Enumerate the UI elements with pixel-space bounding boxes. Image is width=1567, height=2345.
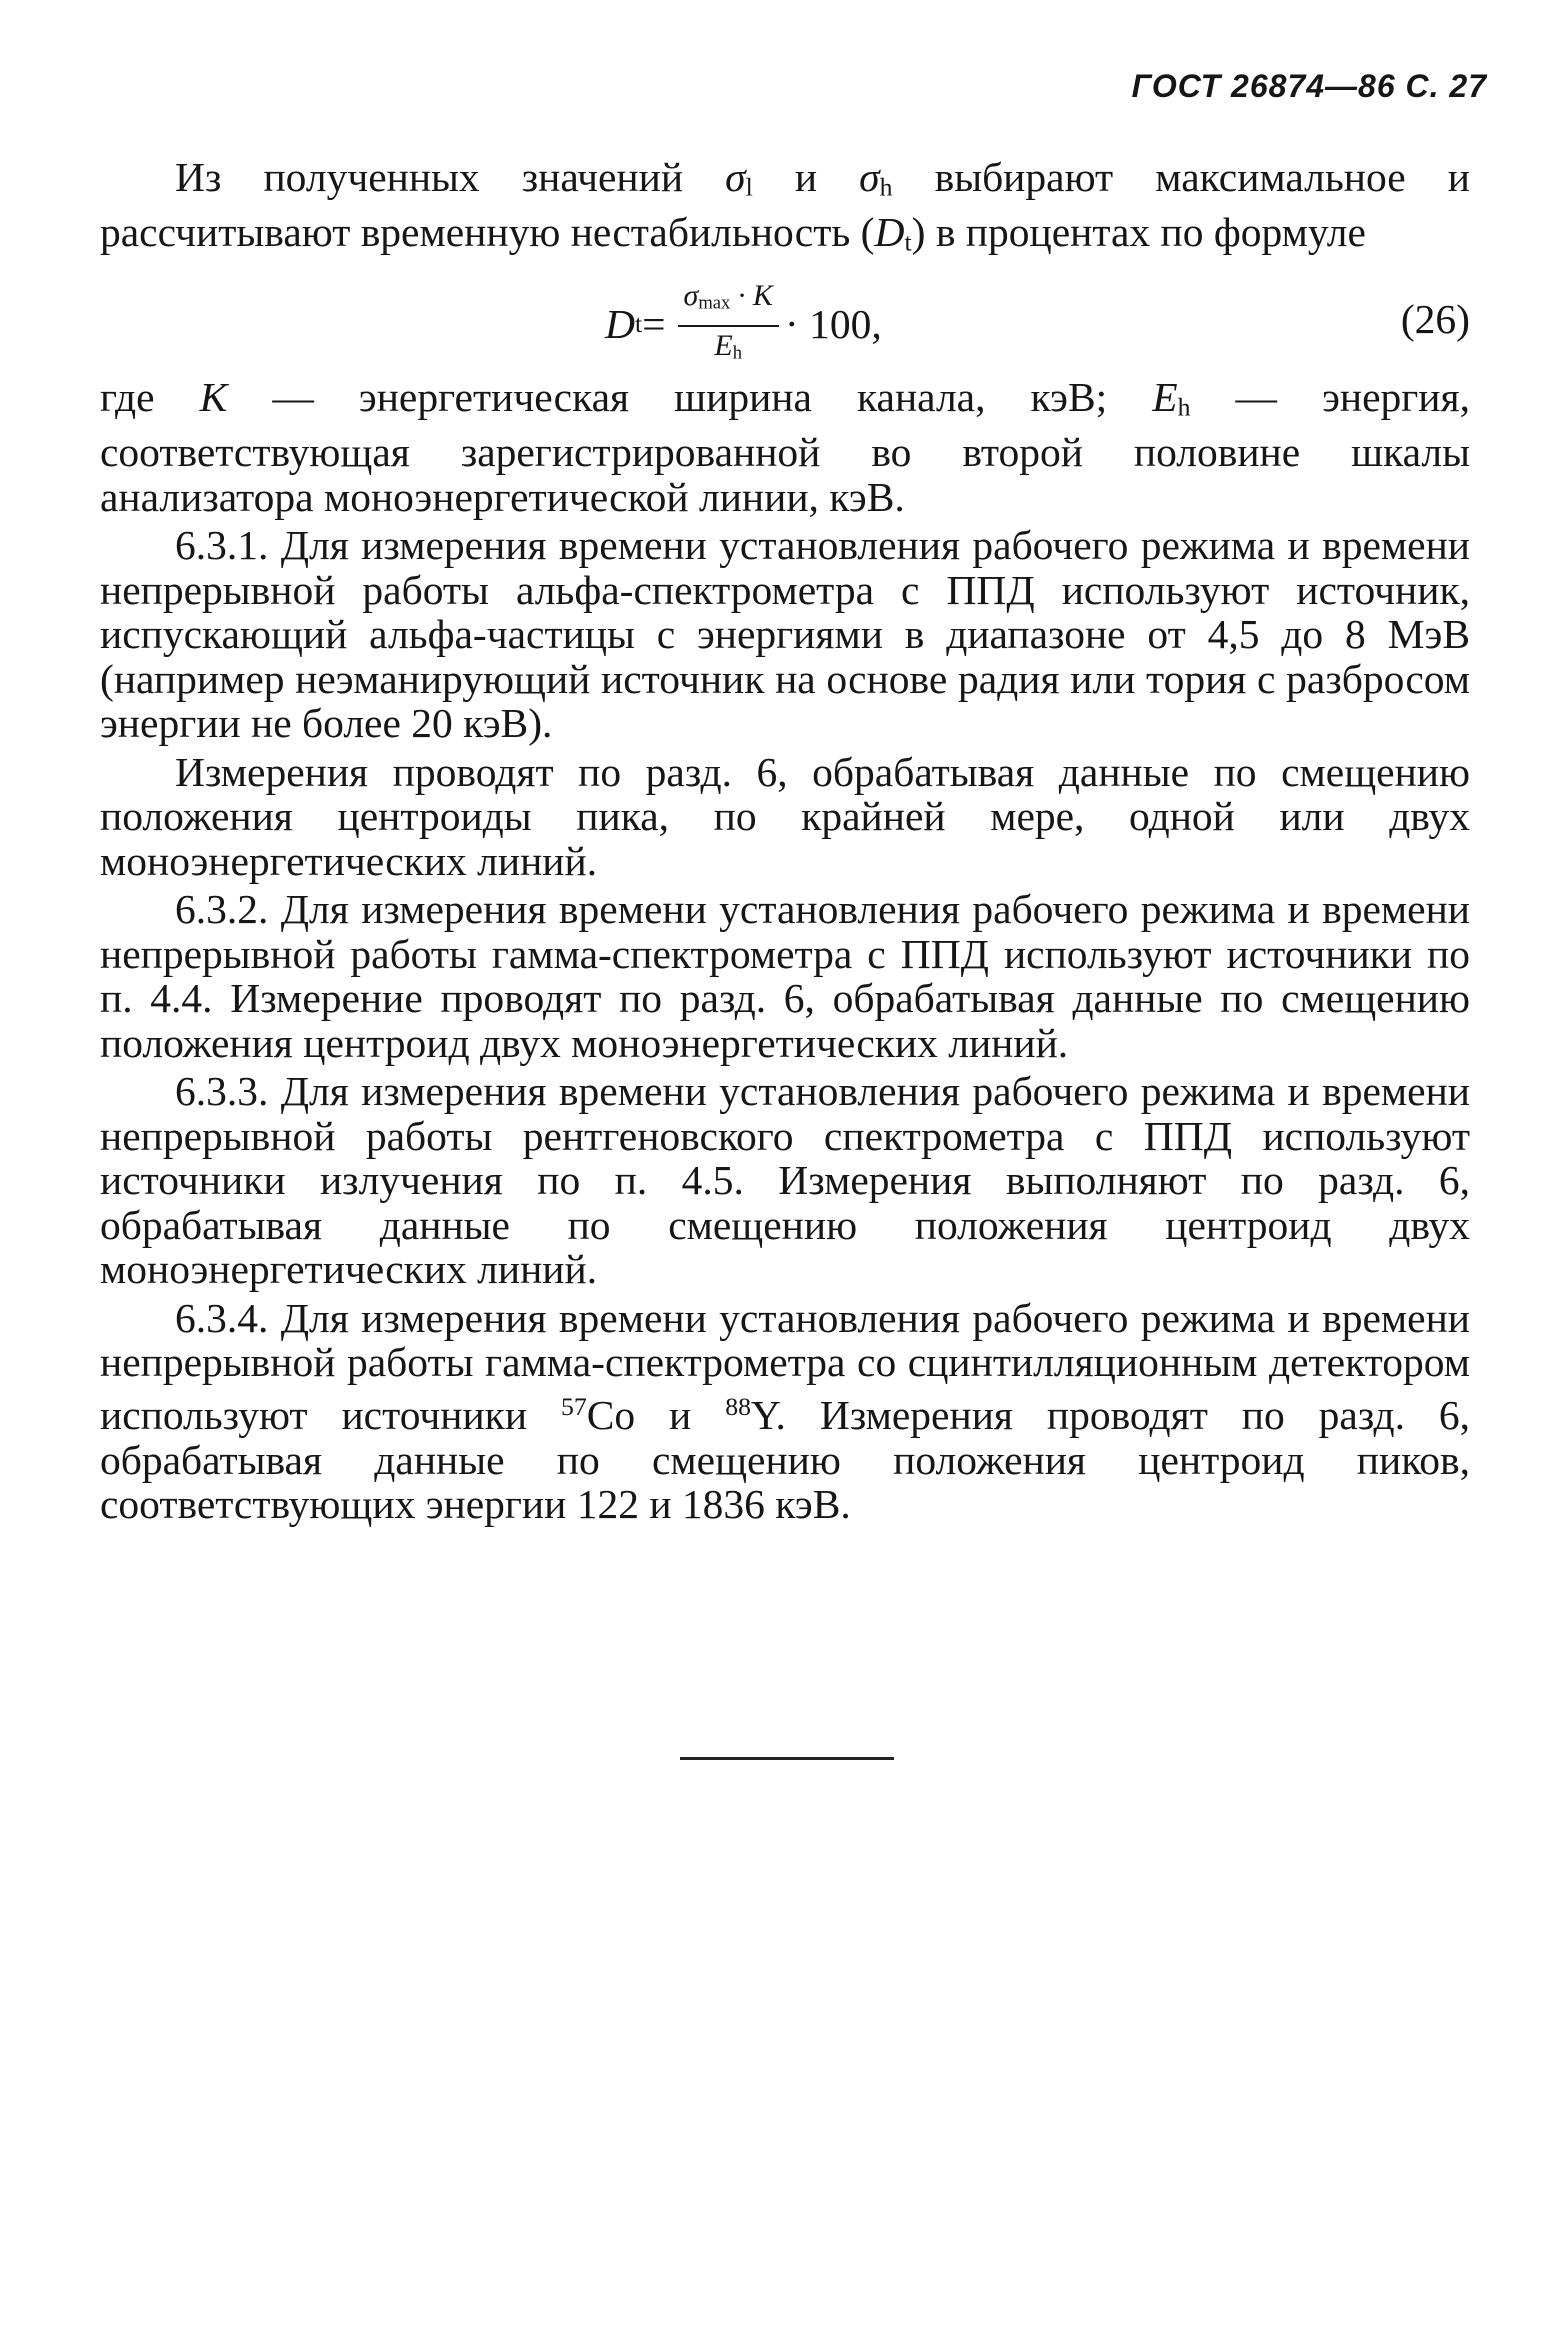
paragraph-where [100, 375, 1470, 519]
p634-text-1: 6.3.4. Для измерения времени установления рабочего режима и времени непрерывной работы гамма-спектрометра со сцинтилляционным детектором используют источники [100, 1294, 1470, 1439]
numerator-sigma-subscript: max [698, 292, 731, 314]
fraction-denominator [714, 327, 742, 370]
fraction-numerator [678, 279, 779, 326]
paragraph-6-3-2: 6.3.2. Для измерения времени установления рабочего режима и времени непрерывной работы гамма-спектрометра с ППД используют источники по п. 4.4. Измерение проводят по разд. 6, обрабатывая данные по смещению положения центроид двух моноэнергетических линий. [100, 886, 1470, 1066]
formula-number: (26) [1400, 296, 1470, 343]
co-symbol: Co и [586, 1392, 726, 1439]
formula-fraction [678, 279, 779, 370]
intro-text-3: выбирают максимальное и рассчитывают временную нестабильность ( [100, 154, 1470, 256]
co-mass-number: 57 [560, 1391, 587, 1421]
paragraph-6-3-4 [100, 1296, 1470, 1527]
sigma-l-subscript: l [745, 172, 753, 202]
sigma-h: σ [859, 154, 880, 200]
numerator-sigma: σ [683, 279, 699, 313]
e-symbol: E [1152, 374, 1178, 421]
formula-lhs: D [605, 301, 635, 348]
denominator-e: E [714, 328, 733, 362]
formula-26 [100, 269, 1470, 375]
d-symbol: D [874, 209, 905, 256]
end-rule [680, 1757, 894, 1760]
page-header: ГОСТ 26874—86 С. 27 [1131, 68, 1487, 104]
paragraph-6-3-1: 6.3.1. Для измерения времени установления рабочего режима и времени непрерывной работы альфа-спектрометра с ППД используют источник, испускающий альфа-частицы с энергиями в диапазоне от 4,5 до 8 МэВ (например неэманирующий источник на основе радия или тория с разбросом энергии не более 20 кэВ). [100, 522, 1470, 747]
formula-body [605, 279, 882, 370]
d-subscript: t [904, 227, 912, 257]
where-text-1: где [100, 374, 200, 421]
y-mass-number: 88 [725, 1391, 751, 1421]
where-text-3: — энергия, соответствующая зарегистрированной во второй половине шкалы анализатора моноэнергетической линии, кэВ. [100, 374, 1470, 520]
intro-text-2: и [752, 154, 860, 200]
y-symbol: Y [750, 1392, 776, 1439]
formula-factor: · 100, [784, 301, 882, 348]
k-symbol: K [199, 374, 228, 421]
paragraph-intro [100, 155, 1470, 265]
body-text [100, 155, 1470, 1527]
where-text-2: — энергетическая ширина канала, кэВ; [227, 374, 1153, 421]
paragraph-6-3-1-measurements: Измерения проводят по разд. 6, обрабатывая данные по смещению положения центроиды пика, по крайней мере, одной или двух моноэнергетических линий. [100, 748, 1470, 884]
sigma-h-subscript: h [879, 172, 893, 202]
numerator-k: · K [730, 279, 773, 313]
sigma-l: σ [725, 154, 746, 200]
p634-text-2: . Измерения проводят по разд. 6, обрабатывая данные по смещению положения центроид пиков, соответствующих энергии 122 и 1836 кэВ. [100, 1392, 1471, 1528]
intro-text-1: Из полученных значений [175, 154, 726, 200]
denominator-e-subscript: h [732, 341, 743, 363]
intro-text-4: ) в процентах по формуле [911, 209, 1366, 256]
formula-equals: = [642, 301, 666, 348]
paragraph-6-3-3: 6.3.3. Для измерения времени установления рабочего режима и времени непрерывной работы рентгеновского спектрометра с ППД используют источники излучения по п. 4.5. Измерения выполняют по разд. 6, обрабатывая данные по смещению положения центроид двух моноэнергетических линий. [100, 1068, 1470, 1293]
e-subscript: h [1177, 392, 1191, 422]
formula-lhs-subscript: t [634, 309, 643, 339]
